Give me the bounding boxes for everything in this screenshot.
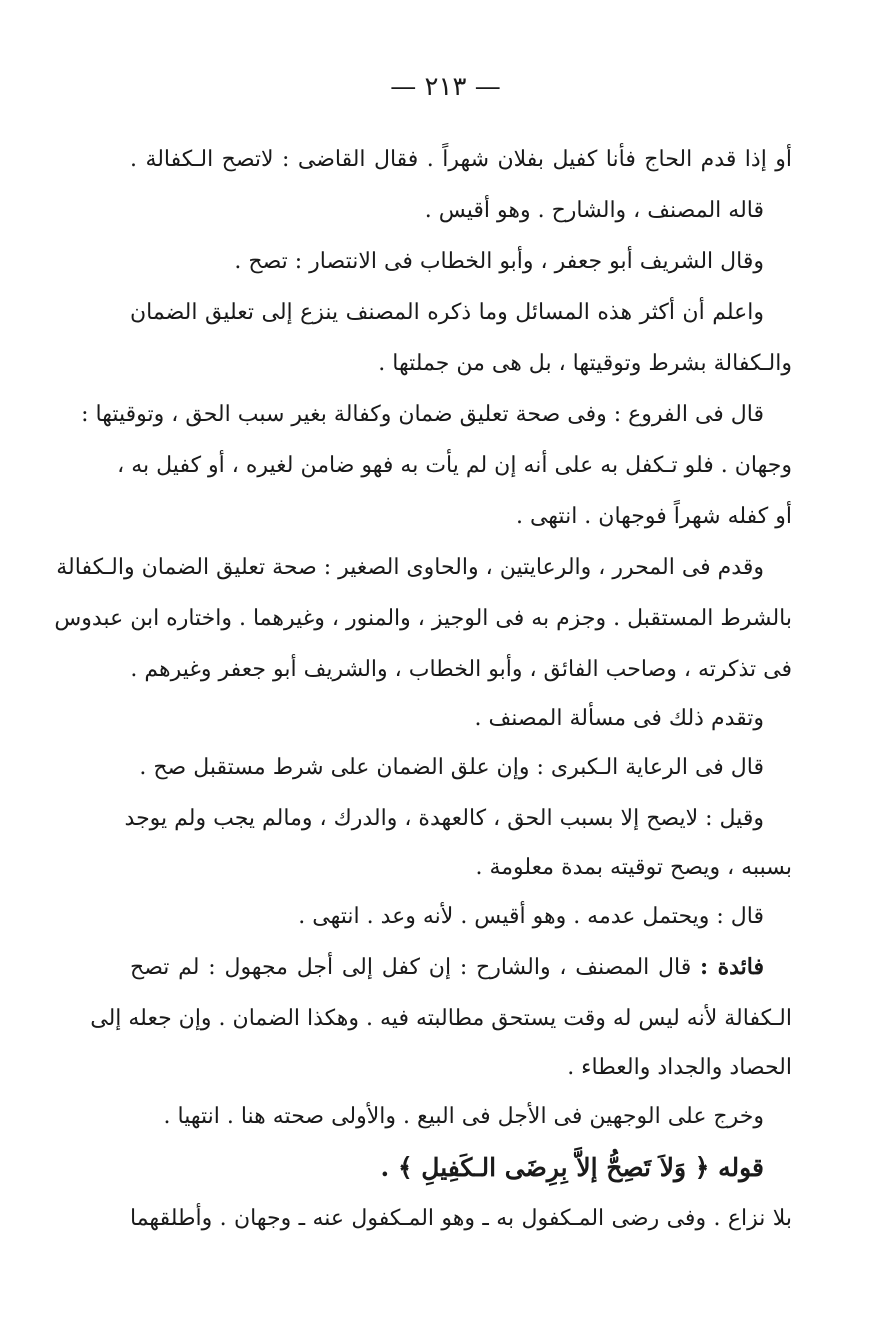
text-line: قال فى الفروع : وفى صحة تعليق ضمان وكفالة بغير سبب الحق ، وتوقيتها : xyxy=(81,402,764,427)
text-line: فائدة : قال المصنف ، والشارح : إن كفل إلى أجل مجهول : لم تصح xyxy=(130,954,764,980)
text-line: وقدم فى المحرر ، والرعايتين ، والحاوى الصغير : صحة تعليق الضمان والـكفالة xyxy=(56,555,764,580)
text-line: قال فى الرعاية الـكبرى : وإن علق الضمان على شرط مستقبل صح . xyxy=(139,755,764,780)
text-line: فى تذكرته ، وصاحب الفائق ، وأبو الخطاب ، والشريف أبو جعفر وغيرهم . xyxy=(130,657,792,682)
text-line: بسببه ، ويصح توقيته بمدة معلومة . xyxy=(475,855,792,880)
text-line: بالشرط المستقبل . وجزم به فى الوجيز ، والمنور ، وغيرهما . واختاره ابن عبدوس xyxy=(54,606,792,631)
heading-lead: قوله xyxy=(718,1153,764,1182)
text-line: الحصاد والجداد والعطاء . xyxy=(567,1055,792,1080)
page-number: — ٢١٣ — xyxy=(390,72,501,102)
note-label: فائدة : xyxy=(700,954,764,980)
body-text xyxy=(54,134,792,1244)
text-line: واعلم أن أكثر هذه المسائل وما ذكره المصنف ينزع إلى تعليق الضمان xyxy=(130,300,764,325)
text-line: بلا نزاع . وفى رضى المـكفول به ـ وهو المـكفول عنه ـ وجهان . وأطلقهما xyxy=(130,1206,792,1231)
section-heading: قوله ﴿ وَلاَ تَصِحُّ إلاَّ بِرِضَى الـكَفِيلِ ﴾ . xyxy=(380,1153,764,1182)
text-line: وجهان . فلو تـكفل به على أنه إن لم يأت به فهو ضامن لغيره ، أو كفيل به ، xyxy=(117,453,792,478)
text-line: قاله المصنف ، والشارح . وهو أقيس . xyxy=(424,198,764,223)
text-line: والـكفالة بشرط وتوقيتها ، بل هى من جملتها . xyxy=(378,351,792,376)
text-line: وتقدم ذلك فى مسألة المصنف . xyxy=(474,706,764,731)
text-line: أو كفله شهراً فوجهان . انتهى . xyxy=(515,504,792,529)
text-line: أو إذا قدم الحاج فأنا كفيل بفلان شهراً . فقال القاضى : لاتصح الـكفالة . xyxy=(130,147,792,172)
text-line: الـكفالة لأنه ليس له وقت يستحق مطالبته فيه . وهكذا الضمان . وإن جعله إلى xyxy=(90,1006,792,1031)
text-line: وخرج على الوجهين فى الأجل فى البيع . والأولى صحته هنا . انتهيا . xyxy=(163,1104,764,1129)
text-line: وقيل : لايصح إلا بسبب الحق ، كالعهدة ، والدرك ، ومالم يجب ولم يوجد xyxy=(124,806,764,831)
text-line: وقال الشريف أبو جعفر ، وأبو الخطاب فى الانتصار : تصح . xyxy=(234,249,764,274)
text-line: قال : ويحتمل عدمه . وهو أقيس . لأنه وعد . انتهى . xyxy=(298,904,764,929)
